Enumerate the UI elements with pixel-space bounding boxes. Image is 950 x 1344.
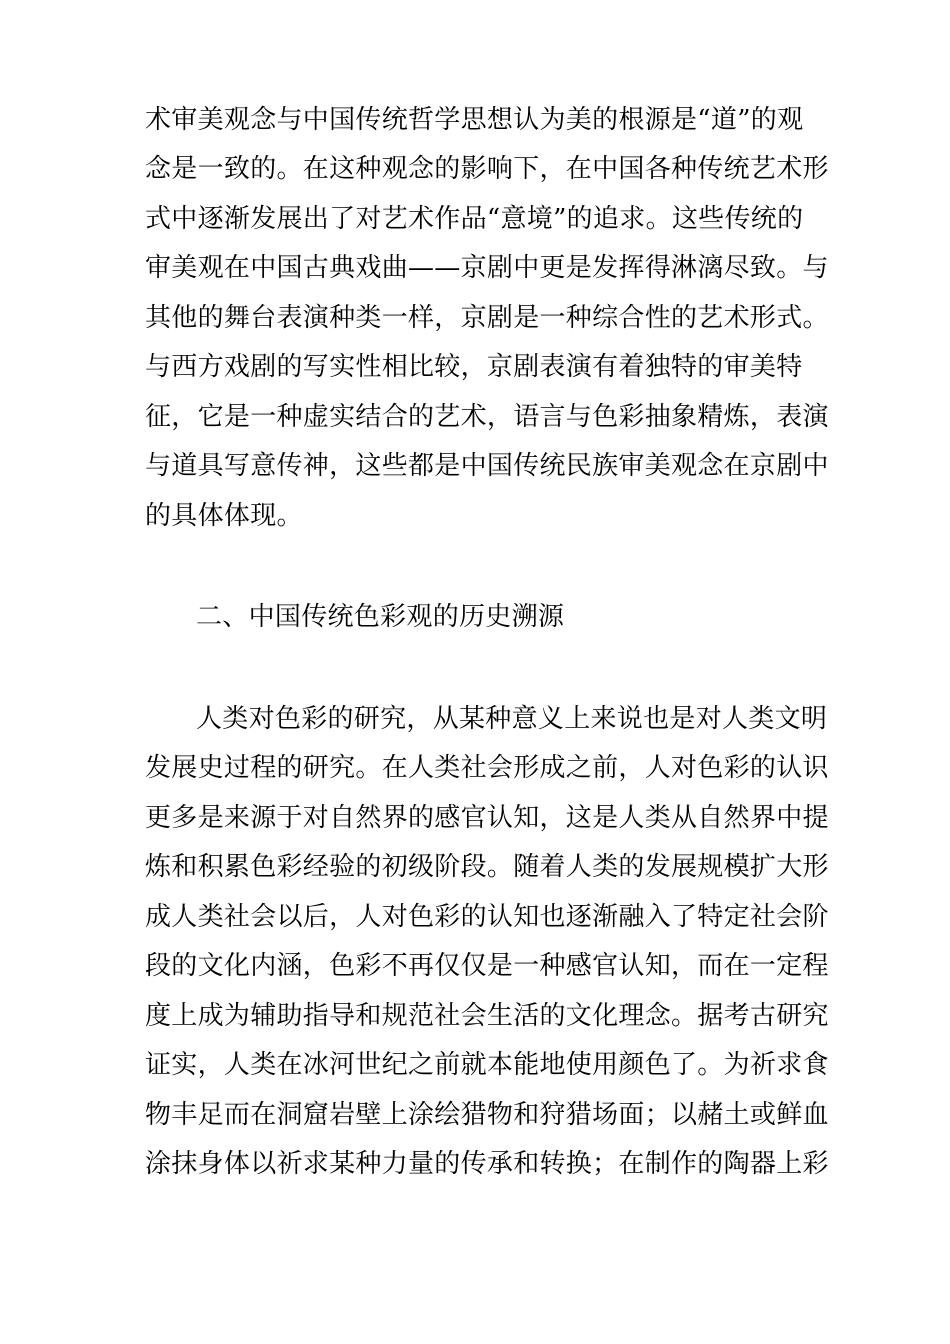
paragraph-1-line: 式中逐渐发展出了对艺术作品“意境”的追求。这些传统的 xyxy=(145,204,804,234)
paragraph-2-line: 炼和积累色彩经验的初级阶段。随着人类的发展规模扩大形 xyxy=(145,852,829,882)
paragraph-2-line: 度上成为辅助指导和规范社会生活的文化理念。据考古研究 xyxy=(145,1001,829,1031)
paragraph-2-line: 发展史过程的研究。在人类社会形成之前，人对色彩的认识 xyxy=(145,753,829,783)
paragraph-1-line: 其他的舞台表演种类一样，京剧是一种综合性的艺术形式。 xyxy=(145,303,829,333)
section-heading: 二、中国传统色彩观的历史溯源 xyxy=(196,602,565,632)
paragraph-1-line: 征，它是一种虚实结合的艺术，语言与色彩抽象精炼，表演 xyxy=(145,402,829,432)
paragraph-1-line: 审美观在中国古典戏曲——京剧中更是发挥得淋漓尽致。与 xyxy=(145,253,829,283)
paragraph-2-line: 更多是来源于对自然界的感官认知，这是人类从自然界中提 xyxy=(145,803,829,833)
paragraph-1-line: 念是一致的。在这种观念的影响下，在中国各种传统艺术形 xyxy=(145,154,829,184)
paragraph-1-line: 术审美观念与中国传统哲学思想认为美的根源是“道”的观 xyxy=(145,105,804,135)
paragraph-2-line: 段的文化内涵，色彩不再仅仅是一种感官认知，而在一定程 xyxy=(145,951,829,981)
paragraph-2-line: 涂抹身体以祈求某种力量的传承和转换；在制作的陶器上彩 xyxy=(145,1149,829,1179)
paragraph-2-line: 证实，人类在冰河世纪之前就本能地使用颜色了。为祈求食 xyxy=(145,1050,829,1080)
paragraph-1-line: 与西方戏剧的写实性相比较，京剧表演有着独特的审美特 xyxy=(145,352,803,382)
paragraph-1-line: 与道具写意传神，这些都是中国传统民族审美观念在京剧中 xyxy=(145,451,829,481)
paragraph-2-line: 成人类社会以后，人对色彩的认知也逐渐融入了特定社会阶 xyxy=(145,902,829,932)
paragraph-1-line: 的具体体现。 xyxy=(145,501,303,531)
paragraph-2-line: 人类对色彩的研究，从某种意义上来说也是对人类文明 xyxy=(196,704,828,734)
paragraph-2-line: 物丰足而在洞窟岩壁上涂绘猎物和狩猎场面；以赭土或鲜血 xyxy=(145,1100,829,1130)
